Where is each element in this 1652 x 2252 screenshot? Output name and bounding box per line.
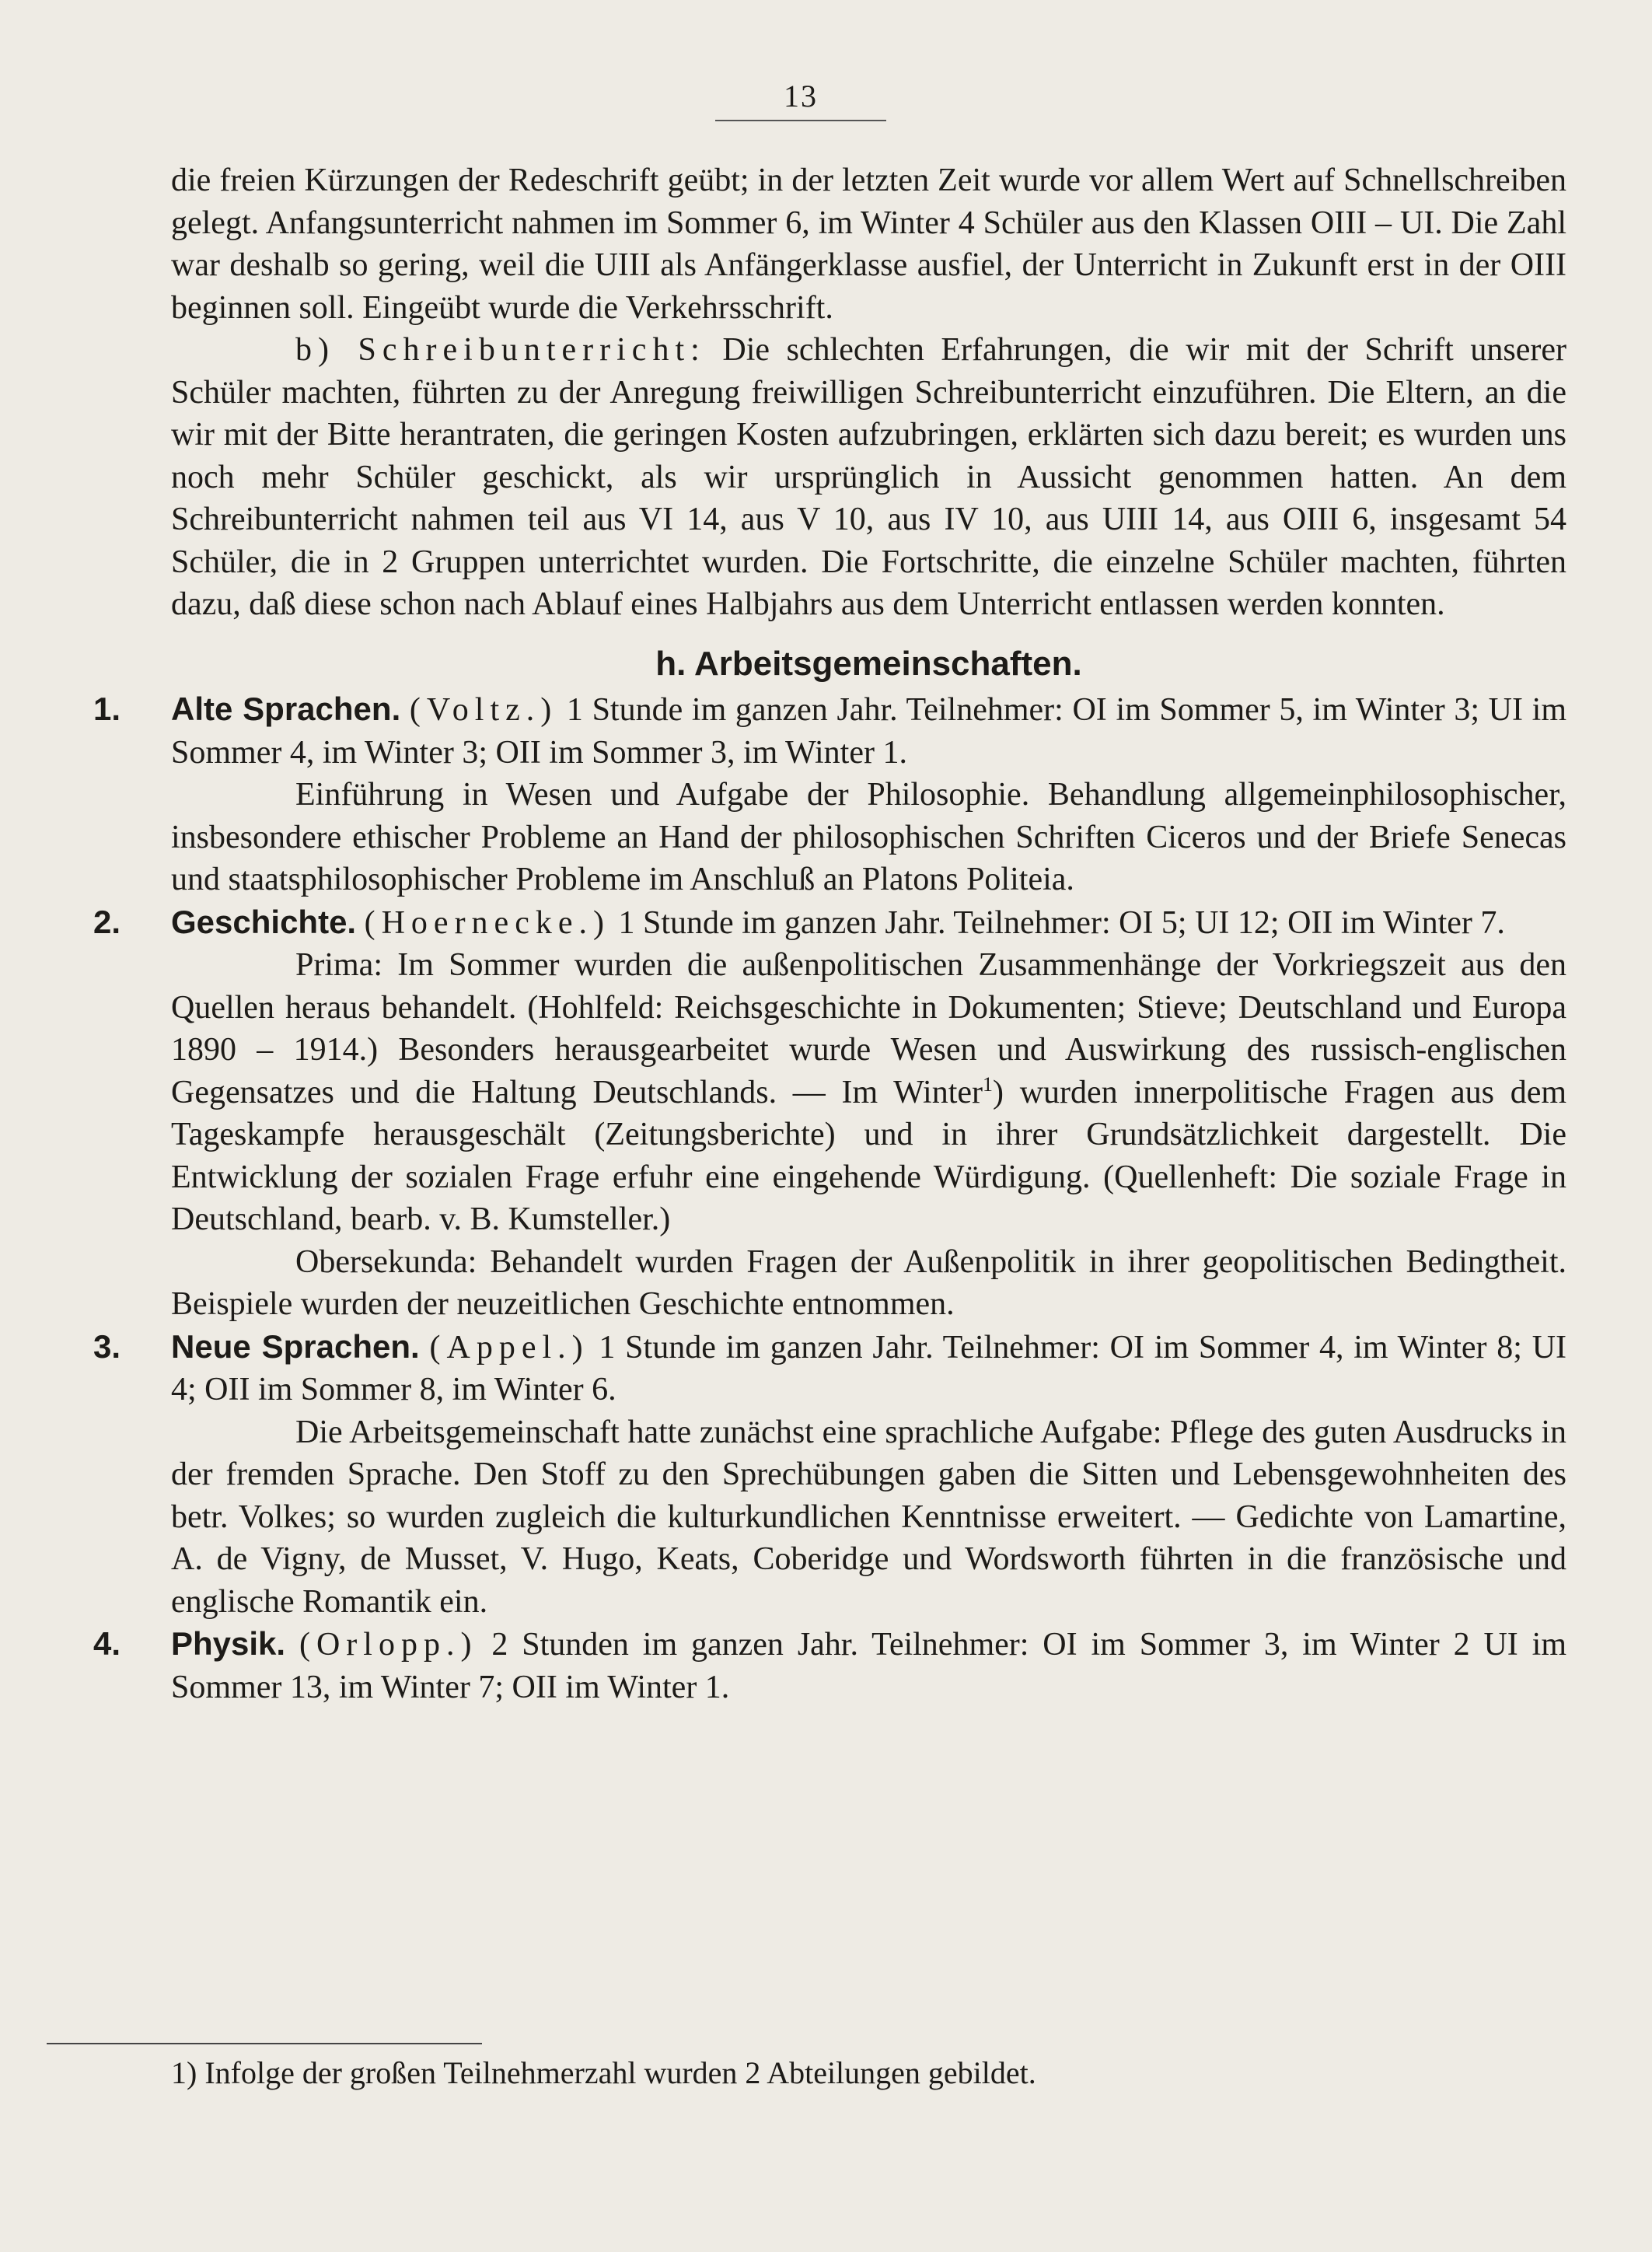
schreibunterricht-label: b) Schreibunterricht: bbox=[295, 332, 706, 368]
item-teacher: (Orlopp.) bbox=[299, 1627, 478, 1663]
item-header bbox=[171, 688, 1566, 774]
item-subject: Geschichte. bbox=[171, 903, 357, 940]
item-teacher: (Appel.) bbox=[429, 1329, 589, 1366]
item-number: 4. bbox=[93, 1625, 121, 1662]
prima-text-b: ) wurden innerpolitische Fragen aus dem Tageskampfe herausgeschält (Zeitungsberichte) und in ihrer Grundsätzlichkeit dargestellt. Die Entwicklung der sozialen Frage erfuhr eine eingehende Würdigung. (Quellenheft: Die soziale Frage in Deutschland, bearb. v. B. Kumsteller.) bbox=[171, 1074, 1566, 1237]
footnote-rule bbox=[47, 2043, 482, 2044]
page-number: 13 bbox=[784, 79, 818, 114]
page-body bbox=[47, 159, 1566, 1708]
item-teacher: (Voltz.) bbox=[409, 692, 558, 728]
page-number-rule bbox=[715, 120, 886, 121]
item-neue-sprachen bbox=[93, 1326, 1567, 1624]
item-subject: Alte Sprachen. bbox=[171, 691, 401, 727]
item-body-obersekunda: Obersekunda: Behandelt wurden Fragen der Außenpolitik in ihrer geopolitischen Bedingtheit. Beispiele wurden der neuzeitlichen Geschichte entnommen. bbox=[171, 1243, 1566, 1322]
item-body-prima bbox=[171, 944, 1566, 1241]
item-meta: 1 Stunde im ganzen Jahr. Teilnehmer: OI 5; UI 12; OII im Winter 7. bbox=[618, 904, 1505, 941]
item-geschichte bbox=[93, 901, 1566, 1326]
item-header bbox=[171, 1623, 1566, 1708]
footnote-marker: 1 bbox=[983, 1072, 994, 1096]
item-teacher: (Hoernecke.) bbox=[364, 904, 610, 941]
footnote: 1) Infolge der großen Teilnehmerzahl wurden 2 Abteilungen gebildet. bbox=[171, 2055, 1036, 2090]
section-heading: h. Arbeitsgemeinschaften. bbox=[655, 644, 1082, 683]
item-body: Die Arbeitsgemeinschaft hatte zunächst eine sprachliche Aufgabe: Pflege des guten Ausdrucks in der fremden Sprache. Den Stoff zu den Sprechübungen gaben die Sitten und Lebensgewohnheiten des betr. Volkes; so wurden zugleich die kulturkundlichen Kenntnisse erweitert. — Gedichte von Lamartine, A. de Vigny, de Musset, V. Hugo, Keats, Coberidge und Wordsworth führten in die französische und englische Romantik ein. bbox=[171, 1414, 1566, 1620]
item-header bbox=[171, 901, 1566, 945]
continuation-paragraph: die freien Kürzungen der Redeschrift geübt; in der letzten Zeit wurde vor allem Wert auf Schnellschreiben gelegt. Anfangsunterricht nahmen im Sommer 6, im Winter 4 Schüler aus den Klassen OIII – UI. Die Zahl war deshalb so gering, weil die UIII als Anfängerklasse ausfiel, der Unterricht in Zukunft erst in der OIII beginnen soll. Eingeübt wurde die Verkehrsschrift. bbox=[171, 163, 1566, 326]
item-physik bbox=[93, 1623, 1567, 1708]
item-body: Einführung in Wesen und Aufgabe der Philosophie. Behandlung allgemeinphilosophischer, insbesondere ethischer Probleme an Hand der philosophischen Schriften Ciceros und der Briefe Senecas und staatsphilosophischer Probleme im Anschluß an Platons Politeia. bbox=[171, 777, 1566, 897]
item-meta: 2 Stunden im ganzen Jahr. Teilnehmer: OI im Sommer 3, im Winter 2 UI im Sommer 13, im Winter 7; OII im Winter 1. bbox=[171, 1627, 1567, 1705]
top-paragraphs bbox=[171, 159, 1566, 626]
item-number: 3. bbox=[93, 1327, 121, 1365]
schreibunterricht-text: Die schlechten Erfahrungen, die wir mit der Schrift unserer Schüler machten, führten zu der Anregung freiwilligen Schreibunterricht einzuführen. Die Eltern, an die wir mit der Bitte herantraten, die geringen Kosten aufzubringen, erklärten sich dazu bereit; es wurden uns noch mehr Schüler geschickt, als wir ursprünglich in Aussicht genommen hatten. An dem Schreibunterricht nahmen teil aus VI 14, aus V 10, aus IV 10, aus UIII 14, aus OIII 6, insgesamt 54 Schüler, die in 2 Gruppen unterrichtet wurden. Die Fortschritte, die einzelne Schüler machten, führten dazu, daß diese schon nach Ablauf eines Halbjahrs aus dem Unterricht entlassen werden konnten. bbox=[171, 332, 1567, 622]
item-alte-sprachen bbox=[93, 688, 1566, 901]
item-subject: Physik. bbox=[171, 1625, 286, 1662]
schreibunterricht-paragraph bbox=[171, 329, 1566, 626]
item-header bbox=[171, 1326, 1566, 1411]
item-subject: Neue Sprachen. bbox=[171, 1327, 420, 1365]
item-number: 2. bbox=[93, 903, 121, 940]
item-number: 1. bbox=[93, 691, 121, 727]
prima-text-a: Prima: Im Sommer wurden die außenpolitischen Zusammenhänge der Vorkriegszeit aus den Quellen heraus behandelt. (Hohlfeld: Reichsgeschichte in Dokumenten; Stieve; Deutschland und Europa 1890 – 1914.) Besonders herausgearbeitet wurde Wesen und Auswirkung des russisch-englischen Gegensatzes und die Haltung Deutschlands. — Im Winter bbox=[171, 947, 1566, 1110]
item-meta: 1 Stunde im ganzen Jahr. Teilnehmer: OI im Sommer 5, im Winter 3; UI im Sommer 4, im Winter 3; OII im Sommer 3, im Winter 1. bbox=[171, 692, 1566, 771]
item-meta: 1 Stunde im ganzen Jahr. Teilnehmer: OI im Sommer 4, im Winter 8; UI 4; OII im Sommer 8, im Winter 6. bbox=[171, 1329, 1567, 1408]
